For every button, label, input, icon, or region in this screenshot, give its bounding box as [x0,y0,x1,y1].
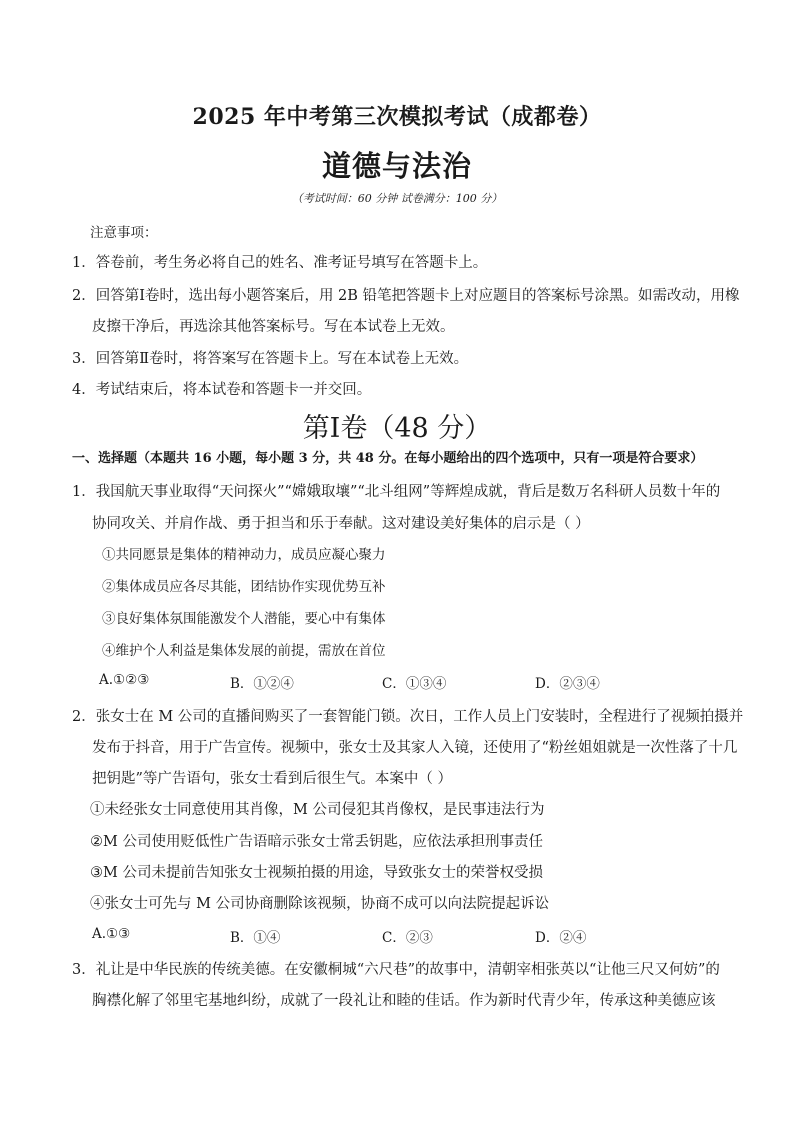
note-item: 皮擦干净后，再选涂其他答案标号。写在本试卷上无效。 [92,319,455,335]
option-b[interactable]: B．①④ [230,930,281,946]
question-statement: ③良好集体氛围能激发个人潜能，要心中有集体 [102,611,386,627]
option-c[interactable]: C．①③④ [382,676,447,692]
note-item: 1．答卷前，考生务必将自己的姓名、准考证号填写在答题卡上。 [72,255,488,271]
question-stem: 1．我国航天事业取得“天问探火”“嫦娥取壤”“北斗组网”等辉煌成就，背后是数万名科研人员数十年的 [72,484,721,500]
question-stem: 把钥匙”等广告语句，张女士看到后很生气。本案中（ ） [92,771,453,787]
option-a[interactable]: A.①②③ [99,672,150,688]
question-statement: ③M 公司未提前告知张女士视频拍摄的用途，导致张女士的荣誉权受损 [90,865,543,881]
note-item: 2．回答第Ⅰ卷时，选出每小题答案后，用 2B 铅笔把答题卡上对应题目的答案标号涂黑。如需改动，用橡 [72,288,740,304]
notes-heading: 注意事项： [90,225,158,241]
question-statement: ①共同愿景是集体的精神动力，成员应凝心聚力 [102,547,386,563]
question-statement: ①未经张女士同意使用其肖像，M 公司侵犯其肖像权，是民事违法行为 [90,802,545,818]
option-c[interactable]: C．②③ [382,930,433,946]
option-b[interactable]: B．①②④ [230,676,294,692]
question-stem: 发布于抖音，用于广告宣传。视频中，张女士及其家人入镜，还使用了“粉丝姐姐就是一次性落了十几 [92,740,738,756]
question-stem: 协同攻关、并肩作战、勇于担当和乐于奉献。这对建设美好集体的启示是（ ） [92,516,590,532]
exam-info: （考试时间：60 分钟 试卷满分：100 分） [291,192,503,205]
section-instruction: 一、选择题（本题共 16 小题，每小题 3 分，共 48 分。在每小题给出的四个选项中，只有一项是符合要求） [72,451,704,466]
section-title: 第Ⅰ卷（48 分） [302,413,492,444]
option-d[interactable]: D．②③④ [535,676,600,692]
note-item: 3．回答第Ⅱ卷时，将答案写在答题卡上。写在本试卷上无效。 [72,351,469,367]
question-statement: ②M 公司使用贬低性广告语暗示张女士常丢钥匙，应依法承担刑事责任 [90,834,543,850]
question-statement: ②集体成员应各尽其能，团结协作实现优势互补 [102,579,386,595]
question-stem: 胸襟化解了邻里宅基地纠纷，成就了一段礼让和睦的佳话。作为新时代青少年，传承这种美德应该 [92,993,716,1009]
question-stem: 3．礼让是中华民族的传统美德。在安徽桐城“六尺巷”的故事中，清朝宰相张英以“让他三尺又何妨”的 [72,962,720,978]
question-stem: 2．张女士在 M 公司的直播间购买了一套智能门锁。次日，工作人员上门安装时，全程进行了视频拍摄并 [72,709,744,725]
question-statement: ④维护个人利益是集体发展的前提，需放在首位 [102,643,386,659]
subject-title: 道德与法治 [321,149,472,183]
option-a[interactable]: A.①③ [92,926,131,942]
option-d[interactable]: D．②④ [535,930,587,946]
exam-title: 2025 年中考第三次模拟考试（成都卷） [192,104,602,130]
note-item: 4．考试结束后，将本试卷和答题卡一并交回。 [72,382,372,398]
question-statement: ④张女士可先与 M 公司协商删除该视频，协商不成可以向法院提起诉讼 [90,896,550,912]
